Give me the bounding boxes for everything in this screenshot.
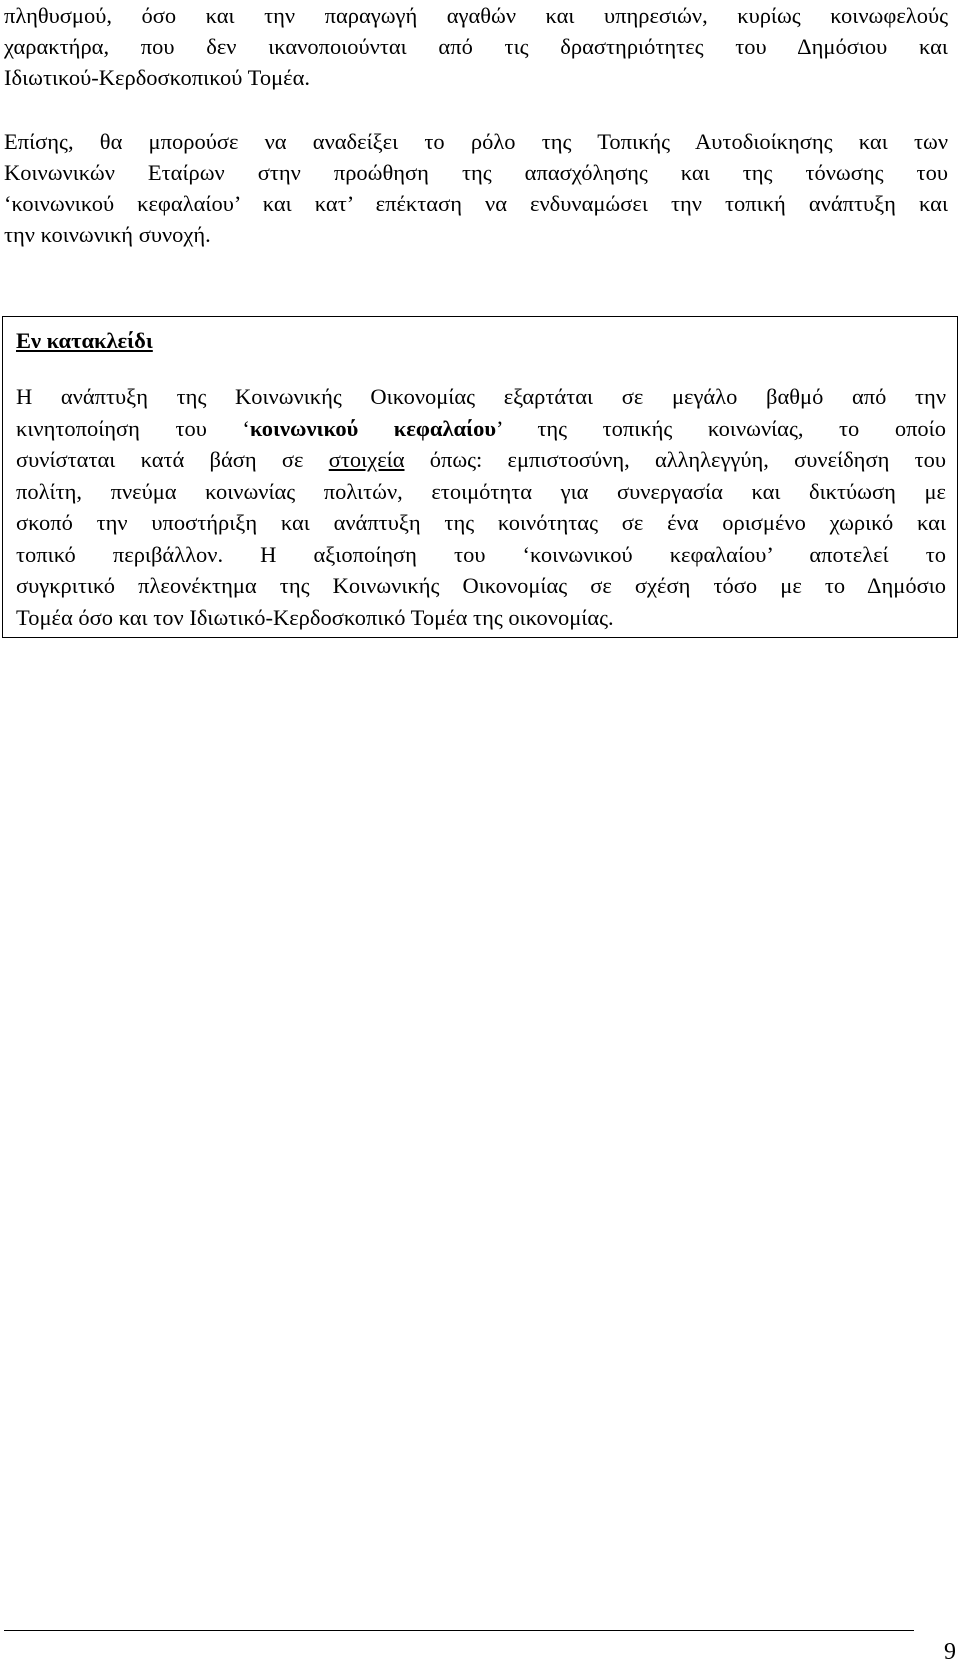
text-line: σκοπό την υποστήριξη και ανάπτυξη της κοινότητας σε ένα ορισμένο χωρικό και	[16, 510, 946, 535]
conclusion-body	[16, 381, 946, 633]
footer-divider	[4, 1630, 914, 1631]
text-line: χαρακτήρα, που δεν ικανοποιούνται από τις δραστηριότητες του Δημόσιου και	[4, 34, 948, 59]
text-run: κινητοποίηση του ‘	[16, 415, 250, 441]
text-line: Κοινωνικών Εταίρων στην προώθηση της απασχόλησης και της τόνωσης του	[4, 160, 948, 185]
underlined-term: στοιχεία	[328, 447, 405, 472]
text-line: Τομέα όσο και τον Ιδιωτικό-Κερδοσκοπικό Τομέα της οικονομίας.	[16, 604, 614, 630]
text-line: την κοινωνική συνοχή.	[4, 222, 211, 247]
text-line: Επίσης, θα μπορούσε να αναδείξει το ρόλο της Τοπικής Αυτοδιοίκησης και των	[4, 129, 948, 154]
text-line: πληθυσμού, όσο και την παραγωγή αγαθών και υπηρεσιών, κυρίως κοινωφελούς	[4, 3, 948, 28]
text-line	[16, 413, 946, 445]
text-line	[16, 444, 946, 476]
second-paragraph	[4, 126, 948, 250]
text-line: πολίτη, πνεύμα κοινωνίας πολιτών, ετοιμότητα για συνεργασία και δικτύωση με	[16, 478, 946, 504]
conclusion-box	[2, 316, 958, 638]
text-line: Η ανάπτυξη της Κοινωνικής Οικονομίας εξαρτάται σε μεγάλο βαθμό από την	[16, 384, 946, 409]
intro-paragraph	[4, 0, 948, 93]
conclusion-heading: Εν κατακλείδι	[16, 328, 153, 353]
text-line: Ιδιωτικού-Κερδοσκοπικού Τομέα.	[4, 65, 311, 90]
page-number: 9	[944, 1639, 956, 1665]
text-line: ‘κοινωνικού κεφαλαίου’ και κατ’ επέκταση να ενδυναμώσει την τοπική ανάπτυξη και	[4, 191, 948, 216]
text-run: ’ της τοπικής κοινωνίας, το οποίο	[496, 415, 946, 441]
text-run: συνίσταται κατά βάση σε	[16, 447, 329, 472]
text-line: τοπικό περιβάλλον. Η αξιοποίηση του ‘κοινωνικού κεφαλαίου’ αποτελεί το	[16, 541, 946, 567]
text-run: όπως: εμπιστοσύνη, αλληλεγγύη, συνείδηση του	[404, 447, 946, 472]
bold-term: κοινωνικού κεφαλαίου	[249, 415, 497, 441]
text-line: συγκριτικό πλεονέκτημα της Κοινωνικής Οικονομίας σε σχέση τόσο με το Δημόσιο	[16, 573, 946, 598]
